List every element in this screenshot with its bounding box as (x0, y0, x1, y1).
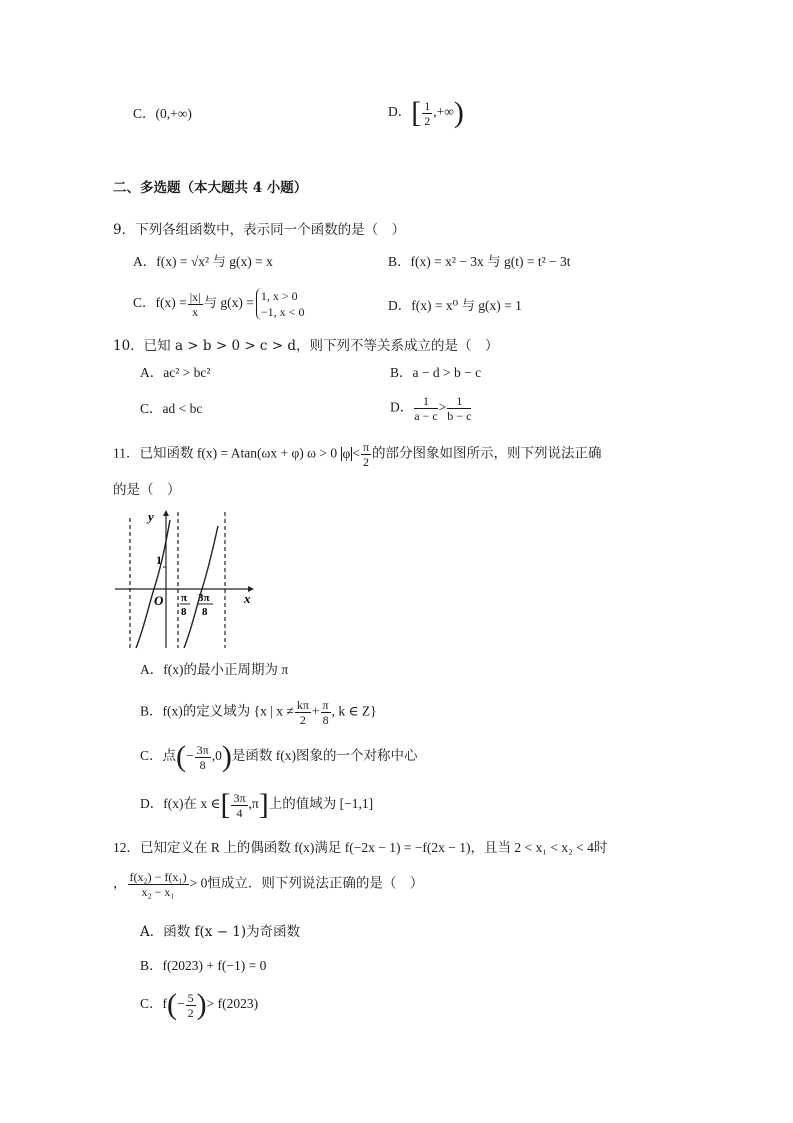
q12-option-c: C．f(− $\frac{5}{2}$ )> f(2023) (140, 988, 259, 1021)
q9-c-fraction: $\frac{|x|}{x}$ (189, 289, 201, 319)
q11-option-b: B．f(x)的定义域为 {x | x ≠ $\frac{k\pi}{2}$ + $\frac{\pi}{8}$ , k ∈ Z} (140, 698, 377, 727)
y-axis-arrow (163, 510, 169, 516)
q11-option-a: A．f(x)的最小正周期为 π (140, 662, 289, 677)
tick2-denominator: 8 (202, 606, 208, 618)
q8-option-d-fraction: $\frac{1}{2}$ (424, 98, 431, 128)
q12-stem: 12．已知定义在 R 上的偶函数 f(x)满足 f(−2x − 1) = −f(2x − 1)，且当 2 < x₁ < x₂ < 4时 (113, 840, 608, 855)
q9-c-piecewise: 1, x > 0 −1, x < 0 (256, 288, 305, 320)
y-one-label: 1 (156, 553, 162, 567)
y-axis-label: y (148, 509, 154, 524)
section-heading: 二、多选题（本大题共 4 小题） (113, 180, 308, 196)
q8-option-c: C．(0,+∞) (133, 106, 192, 121)
q10-stem: 10．已知 a > b > 0 > c > d，则下列不等关系成立的是（ ） (113, 338, 499, 354)
q8-option-d: D．[ $\frac{1}{2}$ ,+∞) (388, 96, 464, 129)
tangent-branch-2 (184, 526, 218, 648)
x-axis-label: x (244, 591, 251, 606)
q12-option-a: A．函数 f(x − 1)为奇函数 (140, 924, 301, 940)
q10-option-c: C．ad < bc (140, 401, 203, 416)
q12-stem-line2: ， $\frac{\text{f(x₂) − f(x₁)}}{\text{x₂ − x₁}}$ > 0恒成立．则下列说法正确的是（ ） (113, 870, 424, 899)
q8-option-d-label: D． (388, 104, 412, 120)
q10-option-a: A．ac² > bc² (140, 365, 211, 380)
tangent-branch-1 (136, 520, 170, 648)
q10-option-d: D． $\frac{1}{a - c}$ > $\frac{1}{b - c}$ (390, 394, 472, 423)
q11-option-d: D．f(x)在 x ∈[ $\frac{3\pi}{4}$ ,π]上的值域为 [−1,1] (140, 788, 374, 821)
q9-option-a: A．f(x) = √x² 与 g(x) = x (133, 254, 273, 269)
tick2-numerator: 3π (198, 592, 210, 604)
q9-stem: 9．下列各组函数中，表示同一个函数的是（ ） (113, 222, 406, 238)
q12-option-b: B．f(2023) + f(−1) = 0 (140, 958, 267, 973)
tick1-numerator: π (181, 592, 188, 604)
q9-option-b: B．f(x) = x² − 3x 与 g(t) = t² − 3t (388, 254, 571, 269)
q11-stem-line2: 的是（ ） (113, 482, 181, 498)
origin-label: O (154, 593, 164, 608)
q11-tangent-graph (110, 508, 260, 650)
q9-option-d: D．f(x) = x⁰ 与 g(x) = 1 (388, 298, 522, 313)
q9-option-c: C．f(x) = $\frac{|x|}{x}$ 与 g(x) = 1, x > 0 −1, x < 0 (133, 289, 305, 319)
q10-option-b: B．a − d > b − c (390, 365, 482, 380)
q11-option-c: C．点(− $\frac{3\pi}{8}$ ,0)是函数 f(x)图象的一个对称中心 (140, 740, 418, 773)
tick1-denominator: 8 (181, 606, 187, 618)
q11-stem: 11．已知函数 f(x) = Atan(ωx + φ) ω > 0 φ < $\frac{\pi}{2}$ 的部分图象如图所示，则下列说法正确 (113, 440, 602, 469)
